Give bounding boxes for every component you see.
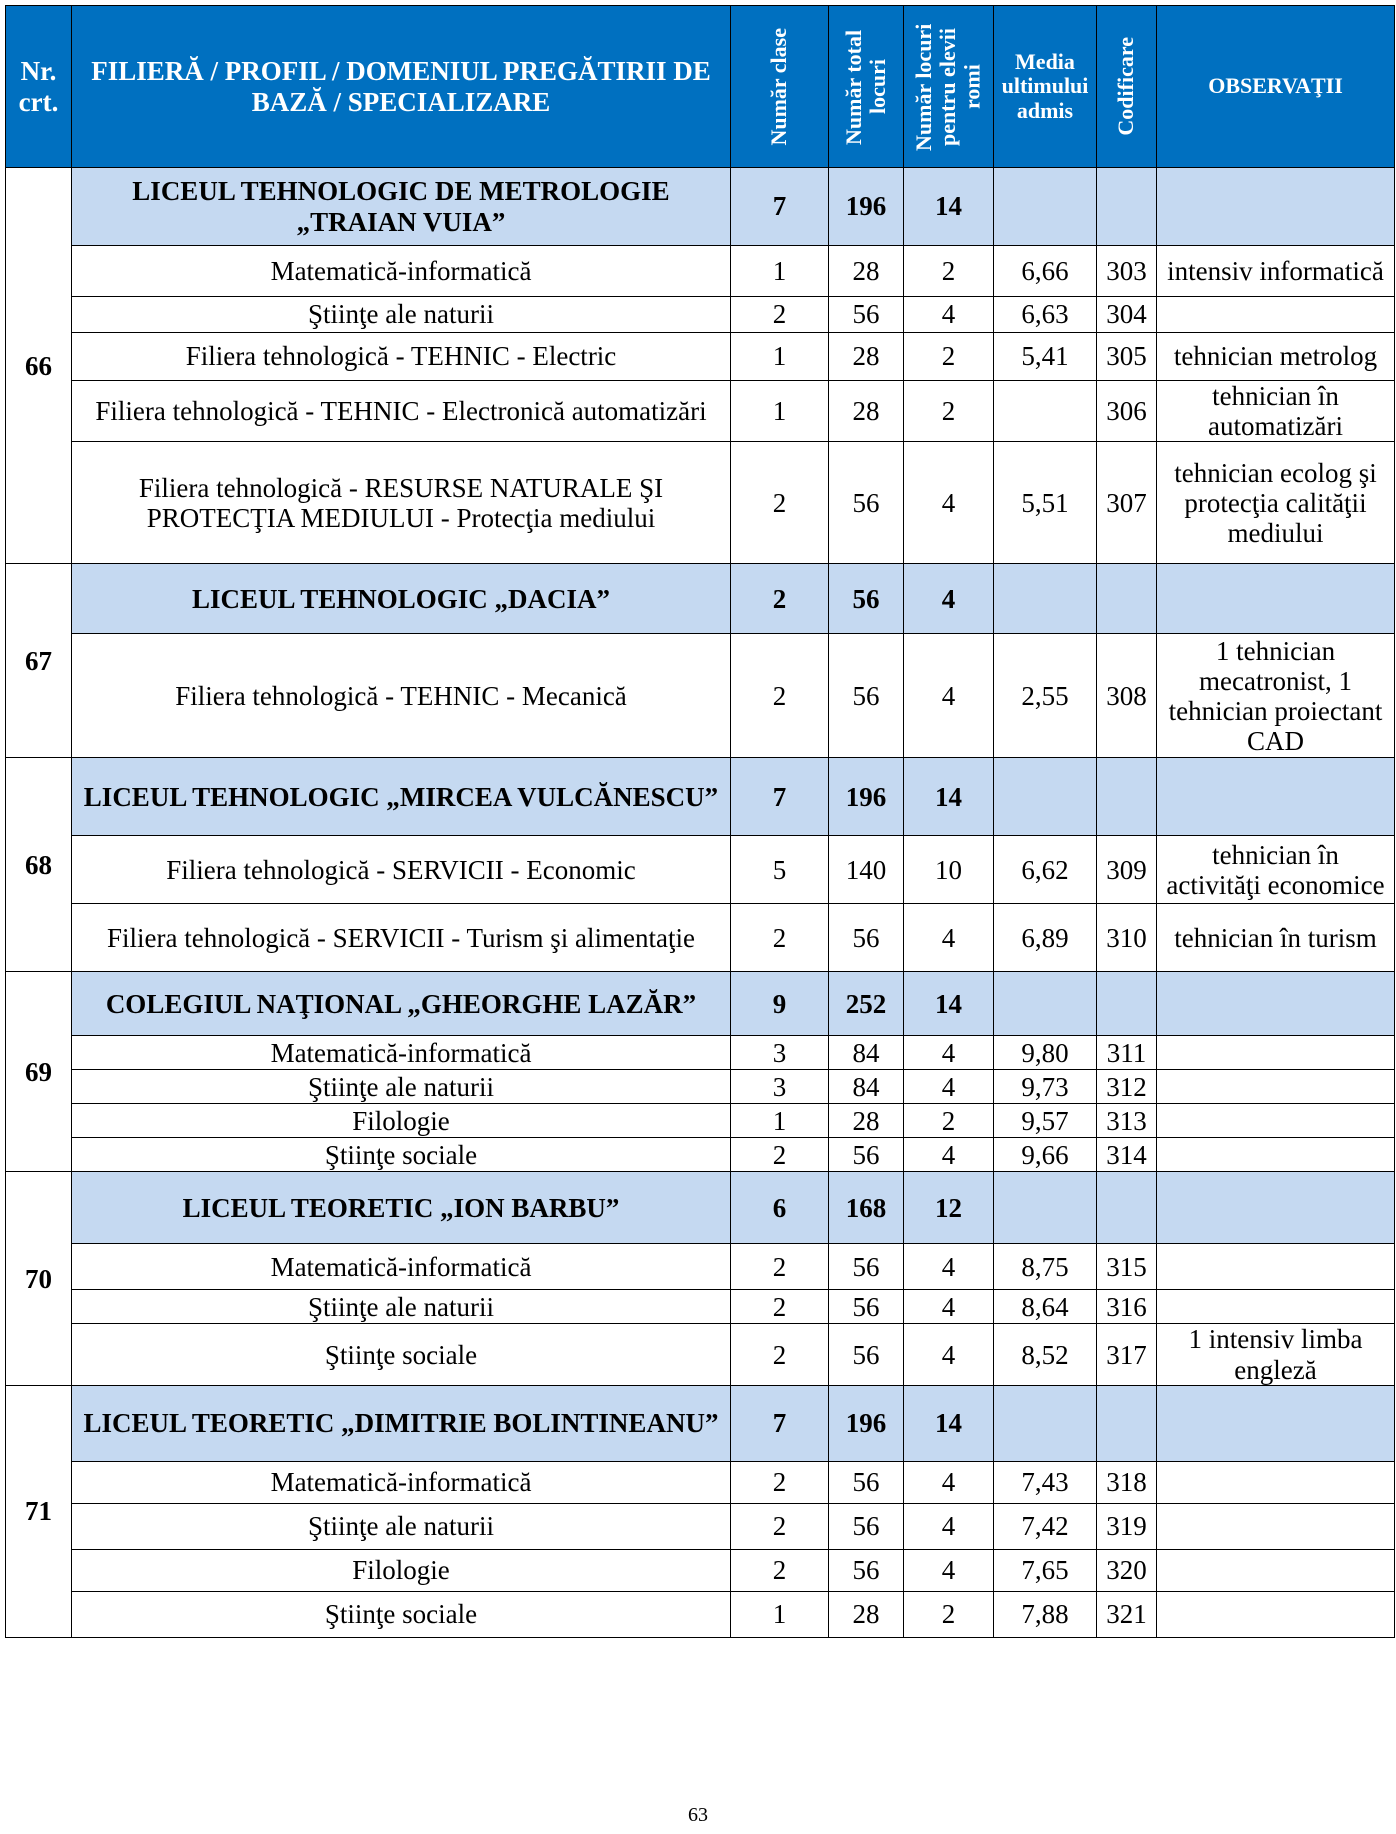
specialization-clase: 2 xyxy=(731,297,829,333)
specialization-romi: 4 xyxy=(904,904,994,972)
specialization-name: Ştiinţe sociale xyxy=(72,1138,731,1172)
specialization-name: Ştiinţe sociale xyxy=(72,1324,731,1385)
specialization-observatii: tehnician metrolog xyxy=(1157,333,1395,381)
school-romi: 14 xyxy=(904,168,994,246)
specialization-codificare: 309 xyxy=(1097,836,1157,904)
specialization-observatii xyxy=(1157,297,1395,333)
school-romi: 4 xyxy=(904,564,994,634)
school-clase: 9 xyxy=(731,972,829,1036)
specialization-observatii: tehnician în activităţi economice xyxy=(1157,836,1395,904)
specialization-romi: 4 xyxy=(904,442,994,564)
specialization-media: 6,62 xyxy=(994,836,1097,904)
specialization-media: 8,75 xyxy=(994,1244,1097,1290)
school-clase: 7 xyxy=(731,1385,829,1461)
specialization-locuri: 56 xyxy=(829,442,904,564)
header-codificare: Codificare xyxy=(1097,6,1157,168)
specialization-name: Filiera tehnologică - TEHNIC - Electric xyxy=(72,333,731,381)
specialization-codificare: 303 xyxy=(1097,246,1157,297)
specialization-codificare: 304 xyxy=(1097,297,1157,333)
specialization-media xyxy=(994,381,1097,442)
specialization-clase: 2 xyxy=(731,634,829,758)
specialization-observatii xyxy=(1157,1244,1395,1290)
school-media xyxy=(994,1172,1097,1244)
specialization-observatii: 1 tehnician mecatronist, 1 tehnician proiectant CAD xyxy=(1157,634,1395,758)
school-observatii xyxy=(1157,758,1395,836)
specialization-codificare: 316 xyxy=(1097,1290,1157,1324)
school-locuri: 196 xyxy=(829,1385,904,1461)
specialization-row xyxy=(6,1244,1395,1290)
specialization-codificare: 312 xyxy=(1097,1070,1157,1104)
specialization-name: Filologie xyxy=(72,1104,731,1138)
specialization-codificare: 310 xyxy=(1097,904,1157,972)
specialization-media: 5,51 xyxy=(994,442,1097,564)
school-row xyxy=(6,758,1395,836)
specialization-name: Ştiinţe ale naturii xyxy=(72,1503,731,1549)
school-romi: 14 xyxy=(904,1385,994,1461)
specialization-row xyxy=(6,297,1395,333)
specialization-media: 7,43 xyxy=(994,1461,1097,1503)
specialization-media: 6,89 xyxy=(994,904,1097,972)
specialization-observatii xyxy=(1157,1290,1395,1324)
specialization-clase: 2 xyxy=(731,1503,829,1549)
school-codificare xyxy=(1097,1172,1157,1244)
specialization-codificare: 313 xyxy=(1097,1104,1157,1138)
specialization-name: Filiera tehnologică - SERVICII - Economic xyxy=(72,836,731,904)
specialization-row xyxy=(6,1461,1395,1503)
specialization-row xyxy=(6,1503,1395,1549)
school-number: 71 xyxy=(6,1385,72,1637)
specialization-media: 9,57 xyxy=(994,1104,1097,1138)
specialization-name: Ştiinţe ale naturii xyxy=(72,297,731,333)
school-number: 66 xyxy=(6,168,72,564)
header-nr: Nr. crt. xyxy=(6,6,72,168)
header-observatii: OBSERVAŢII xyxy=(1157,6,1395,168)
specialization-observatii: tehnician în turism xyxy=(1157,904,1395,972)
specialization-row xyxy=(6,1549,1395,1591)
specialization-locuri: 56 xyxy=(829,1244,904,1290)
school-clase: 6 xyxy=(731,1172,829,1244)
specialization-romi: 4 xyxy=(904,1070,994,1104)
school-number: 68 xyxy=(6,758,72,972)
specialization-clase: 5 xyxy=(731,836,829,904)
specialization-name: Ştiinţe ale naturii xyxy=(72,1290,731,1324)
specialization-locuri: 140 xyxy=(829,836,904,904)
specialization-media: 7,65 xyxy=(994,1549,1097,1591)
specialization-row xyxy=(6,1324,1395,1385)
specialization-observatii xyxy=(1157,1070,1395,1104)
specialization-locuri: 56 xyxy=(829,634,904,758)
school-codificare xyxy=(1097,1385,1157,1461)
specialization-codificare: 308 xyxy=(1097,634,1157,758)
specialization-codificare: 318 xyxy=(1097,1461,1157,1503)
specialization-row xyxy=(6,1104,1395,1138)
specialization-romi: 4 xyxy=(904,1503,994,1549)
specialization-codificare: 307 xyxy=(1097,442,1157,564)
specialization-clase: 1 xyxy=(731,333,829,381)
specialization-codificare: 321 xyxy=(1097,1591,1157,1637)
school-codificare xyxy=(1097,758,1157,836)
specialization-name: Matematică-informatică xyxy=(72,246,731,297)
specialization-romi: 4 xyxy=(904,1324,994,1385)
specialization-row xyxy=(6,904,1395,972)
specialization-row xyxy=(6,1138,1395,1172)
specialization-observatii: intensiv informatică xyxy=(1157,246,1395,297)
school-observatii xyxy=(1157,1385,1395,1461)
school-number: 67 xyxy=(6,564,72,758)
specialization-clase: 2 xyxy=(731,1324,829,1385)
specialization-clase: 2 xyxy=(731,1290,829,1324)
school-codificare xyxy=(1097,168,1157,246)
specialization-locuri: 84 xyxy=(829,1036,904,1070)
school-clase: 7 xyxy=(731,168,829,246)
specialization-name: Ştiinţe sociale xyxy=(72,1591,731,1637)
specialization-media: 8,64 xyxy=(994,1290,1097,1324)
specialization-media: 7,42 xyxy=(994,1503,1097,1549)
school-media xyxy=(994,1385,1097,1461)
specialization-romi: 2 xyxy=(904,381,994,442)
admission-table xyxy=(5,5,1395,1638)
specialization-clase: 2 xyxy=(731,904,829,972)
header-numar-locuri-romi: Număr locuri pentru elevii romi xyxy=(904,6,994,168)
school-romi: 12 xyxy=(904,1172,994,1244)
specialization-observatii xyxy=(1157,1503,1395,1549)
specialization-observatii: tehnician în automatizări xyxy=(1157,381,1395,442)
school-locuri: 252 xyxy=(829,972,904,1036)
school-row xyxy=(6,1385,1395,1461)
school-name: LICEUL TEORETIC „DIMITRIE BOLINTINEANU” xyxy=(72,1385,731,1461)
school-name: LICEUL TEHNOLOGIC DE METROLOGIE „TRAIAN VUIA” xyxy=(72,168,731,246)
specialization-locuri: 28 xyxy=(829,1591,904,1637)
school-locuri: 196 xyxy=(829,168,904,246)
school-name: LICEUL TEHNOLOGIC „DACIA” xyxy=(72,564,731,634)
specialization-romi: 2 xyxy=(904,246,994,297)
specialization-media: 6,66 xyxy=(994,246,1097,297)
specialization-locuri: 56 xyxy=(829,1503,904,1549)
specialization-row xyxy=(6,836,1395,904)
school-row xyxy=(6,1172,1395,1244)
school-locuri: 56 xyxy=(829,564,904,634)
specialization-observatii: tehnician ecolog şi protecţia calităţii mediului xyxy=(1157,442,1395,564)
specialization-name: Filiera tehnologică - TEHNIC - Mecanică xyxy=(72,634,731,758)
specialization-romi: 4 xyxy=(904,297,994,333)
specialization-name: Filologie xyxy=(72,1549,731,1591)
school-row xyxy=(6,972,1395,1036)
specialization-romi: 4 xyxy=(904,1036,994,1070)
specialization-observatii xyxy=(1157,1138,1395,1172)
specialization-clase: 2 xyxy=(731,1138,829,1172)
specialization-observatii xyxy=(1157,1104,1395,1138)
school-media xyxy=(994,564,1097,634)
specialization-clase: 2 xyxy=(731,1461,829,1503)
school-row xyxy=(6,168,1395,246)
specialization-codificare: 305 xyxy=(1097,333,1157,381)
school-locuri: 196 xyxy=(829,758,904,836)
school-media xyxy=(994,168,1097,246)
specialization-row xyxy=(6,1591,1395,1637)
specialization-codificare: 314 xyxy=(1097,1138,1157,1172)
specialization-clase: 1 xyxy=(731,246,829,297)
specialization-media: 9,80 xyxy=(994,1036,1097,1070)
specialization-romi: 4 xyxy=(904,634,994,758)
header-media: Media ultimului admis xyxy=(994,6,1097,168)
specialization-locuri: 84 xyxy=(829,1070,904,1104)
specialization-row xyxy=(6,634,1395,758)
specialization-media: 2,55 xyxy=(994,634,1097,758)
school-name: LICEUL TEHNOLOGIC „MIRCEA VULCĂNESCU” xyxy=(72,758,731,836)
school-media xyxy=(994,758,1097,836)
specialization-clase: 3 xyxy=(731,1036,829,1070)
specialization-locuri: 56 xyxy=(829,904,904,972)
header-numar-clase: Număr clase xyxy=(731,6,829,168)
header-filiera: FILIERĂ / PROFIL / DOMENIUL PREGĂTIRII DE BAZĂ / SPECIALIZARE xyxy=(72,6,731,168)
specialization-row xyxy=(6,333,1395,381)
specialization-name: Ştiinţe ale naturii xyxy=(72,1070,731,1104)
specialization-observatii xyxy=(1157,1461,1395,1503)
specialization-clase: 2 xyxy=(731,1244,829,1290)
specialization-row xyxy=(6,442,1395,564)
school-romi: 14 xyxy=(904,758,994,836)
specialization-clase: 3 xyxy=(731,1070,829,1104)
specialization-row xyxy=(6,381,1395,442)
specialization-clase: 1 xyxy=(731,1104,829,1138)
specialization-media: 9,66 xyxy=(994,1138,1097,1172)
school-observatii xyxy=(1157,972,1395,1036)
school-name: LICEUL TEORETIC „ION BARBU” xyxy=(72,1172,731,1244)
specialization-romi: 4 xyxy=(904,1244,994,1290)
school-media xyxy=(994,972,1097,1036)
specialization-media: 7,88 xyxy=(994,1591,1097,1637)
specialization-codificare: 315 xyxy=(1097,1244,1157,1290)
school-clase: 2 xyxy=(731,564,829,634)
specialization-romi: 2 xyxy=(904,1104,994,1138)
specialization-clase: 1 xyxy=(731,381,829,442)
specialization-media: 9,73 xyxy=(994,1070,1097,1104)
specialization-codificare: 306 xyxy=(1097,381,1157,442)
specialization-romi: 2 xyxy=(904,1591,994,1637)
specialization-locuri: 56 xyxy=(829,1290,904,1324)
specialization-locuri: 56 xyxy=(829,1324,904,1385)
specialization-row xyxy=(6,1036,1395,1070)
school-row xyxy=(6,564,1395,634)
specialization-observatii xyxy=(1157,1036,1395,1070)
specialization-locuri: 56 xyxy=(829,297,904,333)
specialization-name: Matematică-informatică xyxy=(72,1461,731,1503)
specialization-locuri: 28 xyxy=(829,333,904,381)
specialization-observatii xyxy=(1157,1549,1395,1591)
school-clase: 7 xyxy=(731,758,829,836)
school-number: 70 xyxy=(6,1172,72,1385)
specialization-clase: 1 xyxy=(731,1591,829,1637)
school-observatii xyxy=(1157,1172,1395,1244)
specialization-romi: 4 xyxy=(904,1549,994,1591)
specialization-name: Matematică-informatică xyxy=(72,1244,731,1290)
specialization-locuri: 28 xyxy=(829,381,904,442)
specialization-romi: 4 xyxy=(904,1461,994,1503)
specialization-locuri: 28 xyxy=(829,246,904,297)
specialization-name: Filiera tehnologică - SERVICII - Turism şi alimentaţie xyxy=(72,904,731,972)
specialization-romi: 4 xyxy=(904,1138,994,1172)
specialization-row xyxy=(6,1070,1395,1104)
school-observatii xyxy=(1157,168,1395,246)
specialization-media: 6,63 xyxy=(994,297,1097,333)
table-header-row xyxy=(6,6,1395,168)
specialization-locuri: 56 xyxy=(829,1549,904,1591)
school-locuri: 168 xyxy=(829,1172,904,1244)
specialization-locuri: 56 xyxy=(829,1138,904,1172)
specialization-codificare: 320 xyxy=(1097,1549,1157,1591)
school-codificare xyxy=(1097,972,1157,1036)
specialization-media: 8,52 xyxy=(994,1324,1097,1385)
specialization-romi: 10 xyxy=(904,836,994,904)
specialization-row xyxy=(6,1290,1395,1324)
specialization-romi: 2 xyxy=(904,333,994,381)
specialization-codificare: 319 xyxy=(1097,1503,1157,1549)
table-body xyxy=(6,168,1395,1638)
specialization-clase: 2 xyxy=(731,442,829,564)
specialization-name: Filiera tehnologică - TEHNIC - Electronică automatizări xyxy=(72,381,731,442)
specialization-media: 5,41 xyxy=(994,333,1097,381)
school-number: 69 xyxy=(6,972,72,1172)
specialization-observatii xyxy=(1157,1591,1395,1637)
specialization-clase: 2 xyxy=(731,1549,829,1591)
school-romi: 14 xyxy=(904,972,994,1036)
specialization-observatii: 1 intensiv limba engleză xyxy=(1157,1324,1395,1385)
specialization-name: Filiera tehnologică - RESURSE NATURALE ŞI PROTECŢIA MEDIULUI - Protecţia mediului xyxy=(72,442,731,564)
school-observatii xyxy=(1157,564,1395,634)
specialization-locuri: 56 xyxy=(829,1461,904,1503)
header-numar-total-locuri: Număr total locuri xyxy=(829,6,904,168)
school-name: COLEGIUL NAŢIONAL „GHEORGHE LAZĂR” xyxy=(72,972,731,1036)
specialization-romi: 4 xyxy=(904,1290,994,1324)
specialization-locuri: 28 xyxy=(829,1104,904,1138)
specialization-row xyxy=(6,246,1395,297)
school-codificare xyxy=(1097,564,1157,634)
specialization-codificare: 317 xyxy=(1097,1324,1157,1385)
page-number: 63 xyxy=(688,1804,708,1826)
specialization-name: Matematică-informatică xyxy=(72,1036,731,1070)
specialization-codificare: 311 xyxy=(1097,1036,1157,1070)
